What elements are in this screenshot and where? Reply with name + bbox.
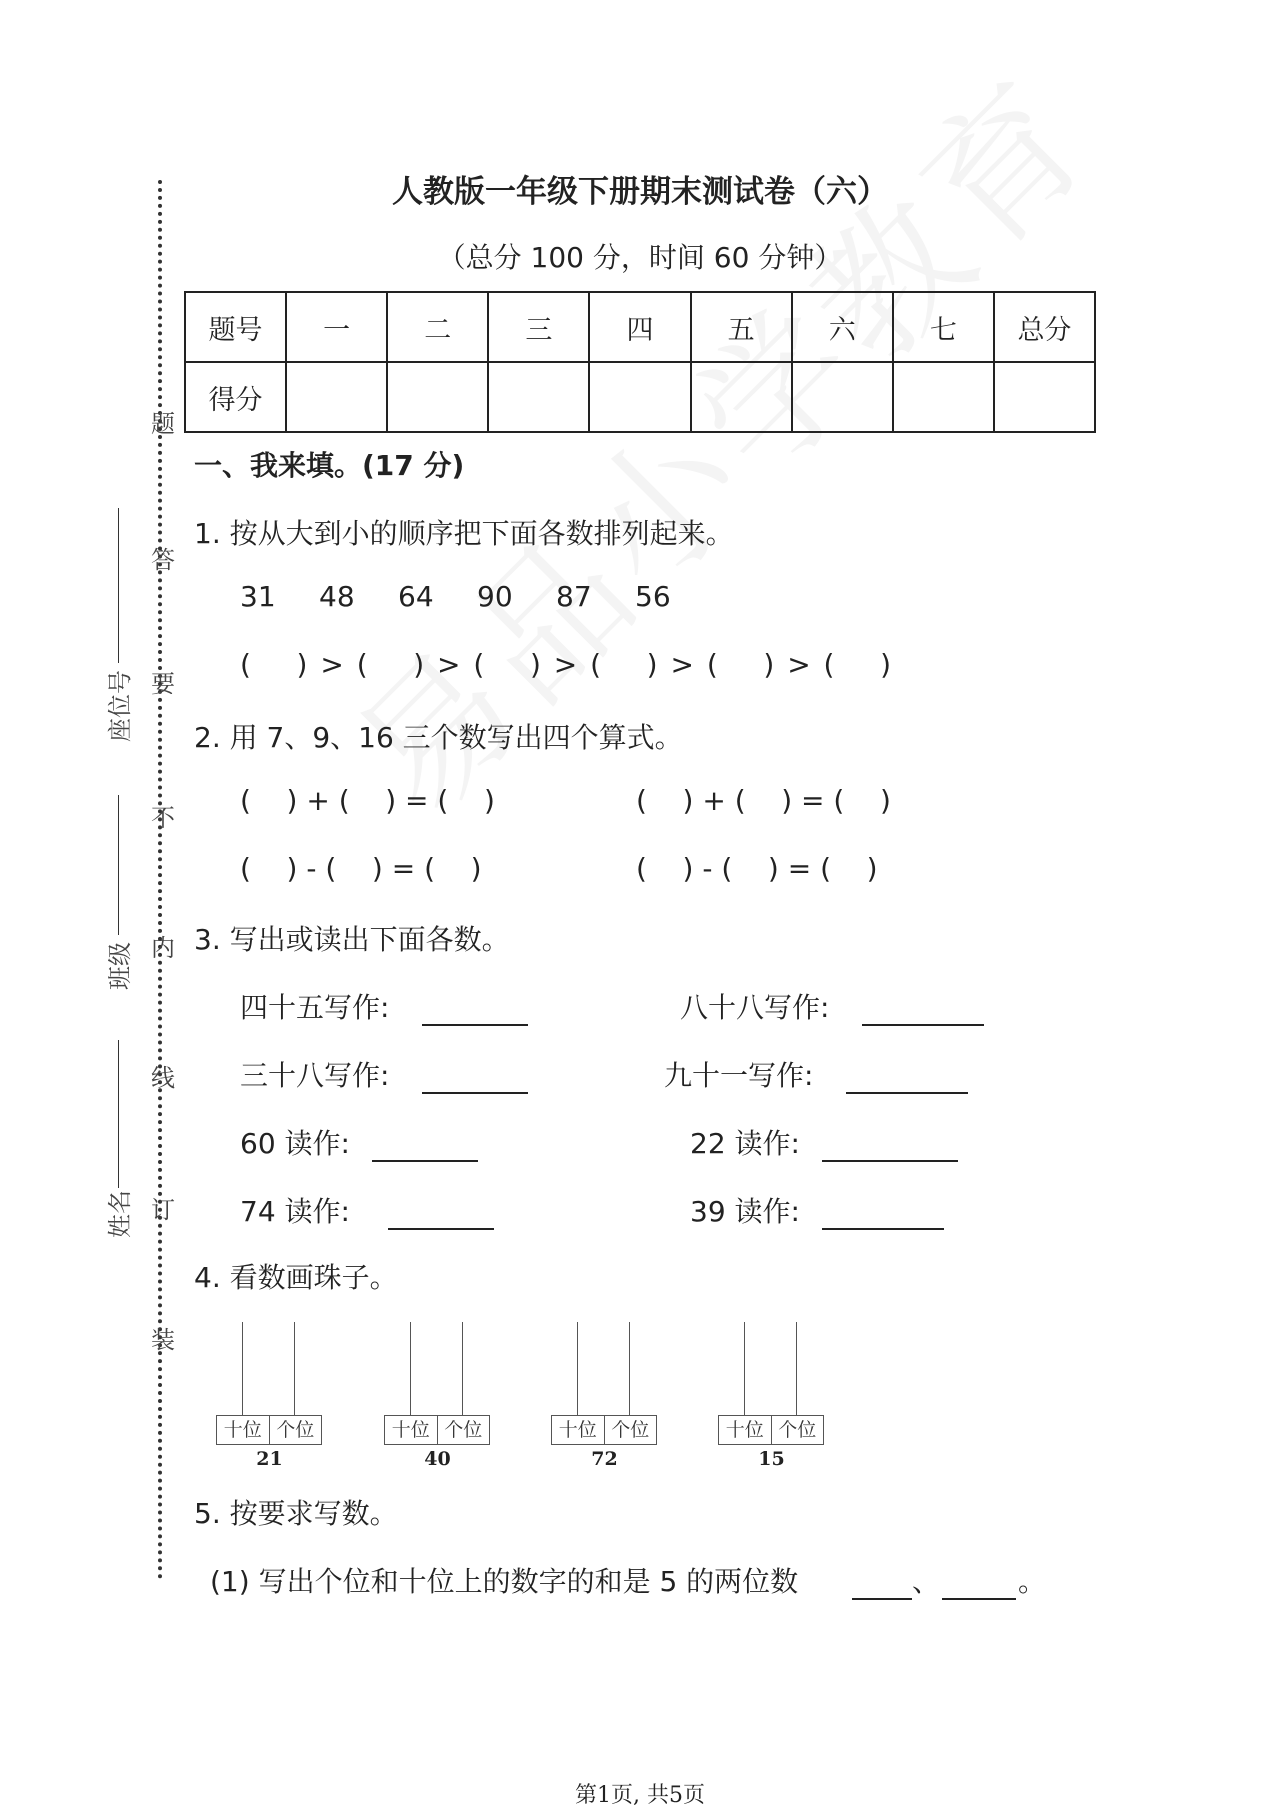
abacus-base	[718, 1415, 824, 1445]
question-1: 1. 按从大到小的顺序把下面各数排列起来。	[194, 517, 734, 550]
ordering-answer-row[interactable]: ( ) > ( ) > ( ) > ( ) > ( ) > ( )	[240, 648, 894, 681]
answer-blank[interactable]	[852, 1598, 912, 1600]
abacus-base	[216, 1415, 322, 1445]
tens-label: 十位	[725, 1419, 764, 1441]
binding-char: 题	[151, 410, 175, 438]
score-table-header: 六	[792, 292, 893, 362]
answer-blank[interactable]	[862, 1024, 984, 1026]
seat-number-label: 座位号	[106, 670, 134, 742]
class-label: 班级	[106, 942, 134, 990]
write-number-label: 三十八写作:	[240, 1059, 390, 1092]
abacus-number: 15	[758, 1448, 785, 1470]
score-table-header: 总分	[994, 292, 1095, 362]
abacus-rod-ones	[796, 1322, 797, 1415]
abacus-number: 40	[424, 1448, 451, 1470]
addition-equation-1[interactable]: ( ) + ( ) = ( )	[240, 784, 495, 817]
tens-label: 十位	[391, 1419, 430, 1441]
seat-number-blank	[118, 508, 119, 663]
number-item: 31	[240, 580, 276, 613]
separator: 、	[912, 1565, 941, 1598]
subtraction-equation-1[interactable]: ( ) - ( ) = ( )	[240, 852, 482, 885]
tens-label: 十位	[558, 1419, 597, 1441]
abacus[interactable]	[718, 1322, 828, 1470]
abacus-number: 72	[591, 1448, 618, 1470]
answer-blank[interactable]	[422, 1092, 528, 1094]
name-blank	[118, 1040, 119, 1188]
score-table-header: 五	[691, 292, 792, 362]
binding-char: 装	[151, 1326, 175, 1354]
score-cell[interactable]	[994, 362, 1095, 432]
read-number-label: 39 读作:	[690, 1195, 800, 1228]
abacus[interactable]	[216, 1322, 326, 1470]
number-item: 48	[319, 580, 355, 613]
abacus-rod-ones	[462, 1322, 463, 1415]
ones-label: 个位	[269, 1416, 322, 1444]
score-table-header: 二	[387, 292, 488, 362]
score-table-header: 题号	[185, 292, 286, 362]
score-table-score-row	[185, 362, 1095, 432]
question-4: 4. 看数画珠子。	[194, 1261, 398, 1294]
binding-dotted-line	[158, 180, 162, 1580]
score-table-header: 一	[286, 292, 387, 362]
score-table-header: 四	[589, 292, 690, 362]
question-3: 3. 写出或读出下面各数。	[194, 923, 510, 956]
write-number-label: 八十八写作:	[680, 991, 830, 1024]
abacus-rod-tens	[577, 1322, 578, 1415]
tens-label: 十位	[223, 1419, 262, 1441]
score-table-header: 三	[488, 292, 589, 362]
score-cell[interactable]	[286, 362, 387, 432]
write-number-label: 四十五写作:	[240, 991, 390, 1024]
abacus[interactable]	[384, 1322, 494, 1470]
score-cell[interactable]	[691, 362, 792, 432]
number-item: 64	[398, 580, 434, 613]
score-cell[interactable]	[589, 362, 690, 432]
answer-blank[interactable]	[822, 1228, 944, 1230]
abacus-rod-tens	[410, 1322, 411, 1415]
section-heading: 一、我来填。(17 分)	[194, 449, 465, 482]
read-number-label: 74 读作:	[240, 1195, 350, 1228]
abacus-rod-ones	[629, 1322, 630, 1415]
abacus-rod-tens	[242, 1322, 243, 1415]
score-table	[184, 291, 1096, 433]
score-cell[interactable]	[488, 362, 589, 432]
addition-equation-2[interactable]: ( ) + ( ) = ( )	[636, 784, 891, 817]
number-list	[240, 580, 714, 613]
question-5: 5. 按要求写数。	[194, 1497, 398, 1530]
binding-char: 要	[151, 670, 175, 698]
page-title: 人教版一年级下册期末测试卷（六）	[392, 174, 888, 210]
binding-char: 答	[151, 546, 175, 574]
abacus[interactable]	[551, 1322, 661, 1470]
binding-char: 订	[151, 1196, 175, 1224]
page-number: 第1页, 共5页	[575, 1783, 705, 1808]
ones-label: 个位	[437, 1416, 490, 1444]
number-item: 87	[556, 580, 592, 613]
score-row-label: 得分	[185, 362, 286, 432]
read-number-label: 60 读作:	[240, 1127, 350, 1160]
write-number-label: 九十一写作:	[664, 1059, 814, 1092]
read-number-label: 22 读作:	[690, 1127, 800, 1160]
answer-blank[interactable]	[942, 1598, 1016, 1600]
ones-label: 个位	[604, 1416, 657, 1444]
number-item: 90	[477, 580, 513, 613]
subtraction-equation-2[interactable]: ( ) - ( ) = ( )	[636, 852, 878, 885]
abacus-rod-ones	[294, 1322, 295, 1415]
score-table-header: 七	[893, 292, 994, 362]
answer-blank[interactable]	[846, 1092, 968, 1094]
answer-blank[interactable]	[388, 1228, 494, 1230]
ones-label: 个位	[771, 1416, 824, 1444]
question-5-part-1: (1) 写出个位和十位上的数字的和是 5 的两位数	[210, 1565, 799, 1598]
question-2: 2. 用 7、9、16 三个数写出四个算式。	[194, 721, 683, 754]
page-subtitle: （总分 100 分，时间 60 分钟）	[437, 241, 843, 274]
answer-blank[interactable]	[372, 1160, 478, 1162]
number-item: 56	[635, 580, 671, 613]
answer-blank[interactable]	[822, 1160, 958, 1162]
sentence-end: 。	[1018, 1565, 1047, 1598]
binding-char: 线	[151, 1064, 175, 1092]
score-cell[interactable]	[893, 362, 994, 432]
score-table-header-row	[185, 292, 1095, 362]
binding-char: 内	[151, 934, 175, 962]
answer-blank[interactable]	[422, 1024, 528, 1026]
name-label: 姓名	[106, 1190, 134, 1238]
score-cell[interactable]	[792, 362, 893, 432]
class-blank	[118, 795, 119, 935]
binding-char: 不	[151, 804, 175, 832]
score-cell[interactable]	[387, 362, 488, 432]
abacus-base	[384, 1415, 490, 1445]
abacus-base	[551, 1415, 657, 1445]
abacus-number: 21	[256, 1448, 283, 1470]
abacus-rod-tens	[744, 1322, 745, 1415]
